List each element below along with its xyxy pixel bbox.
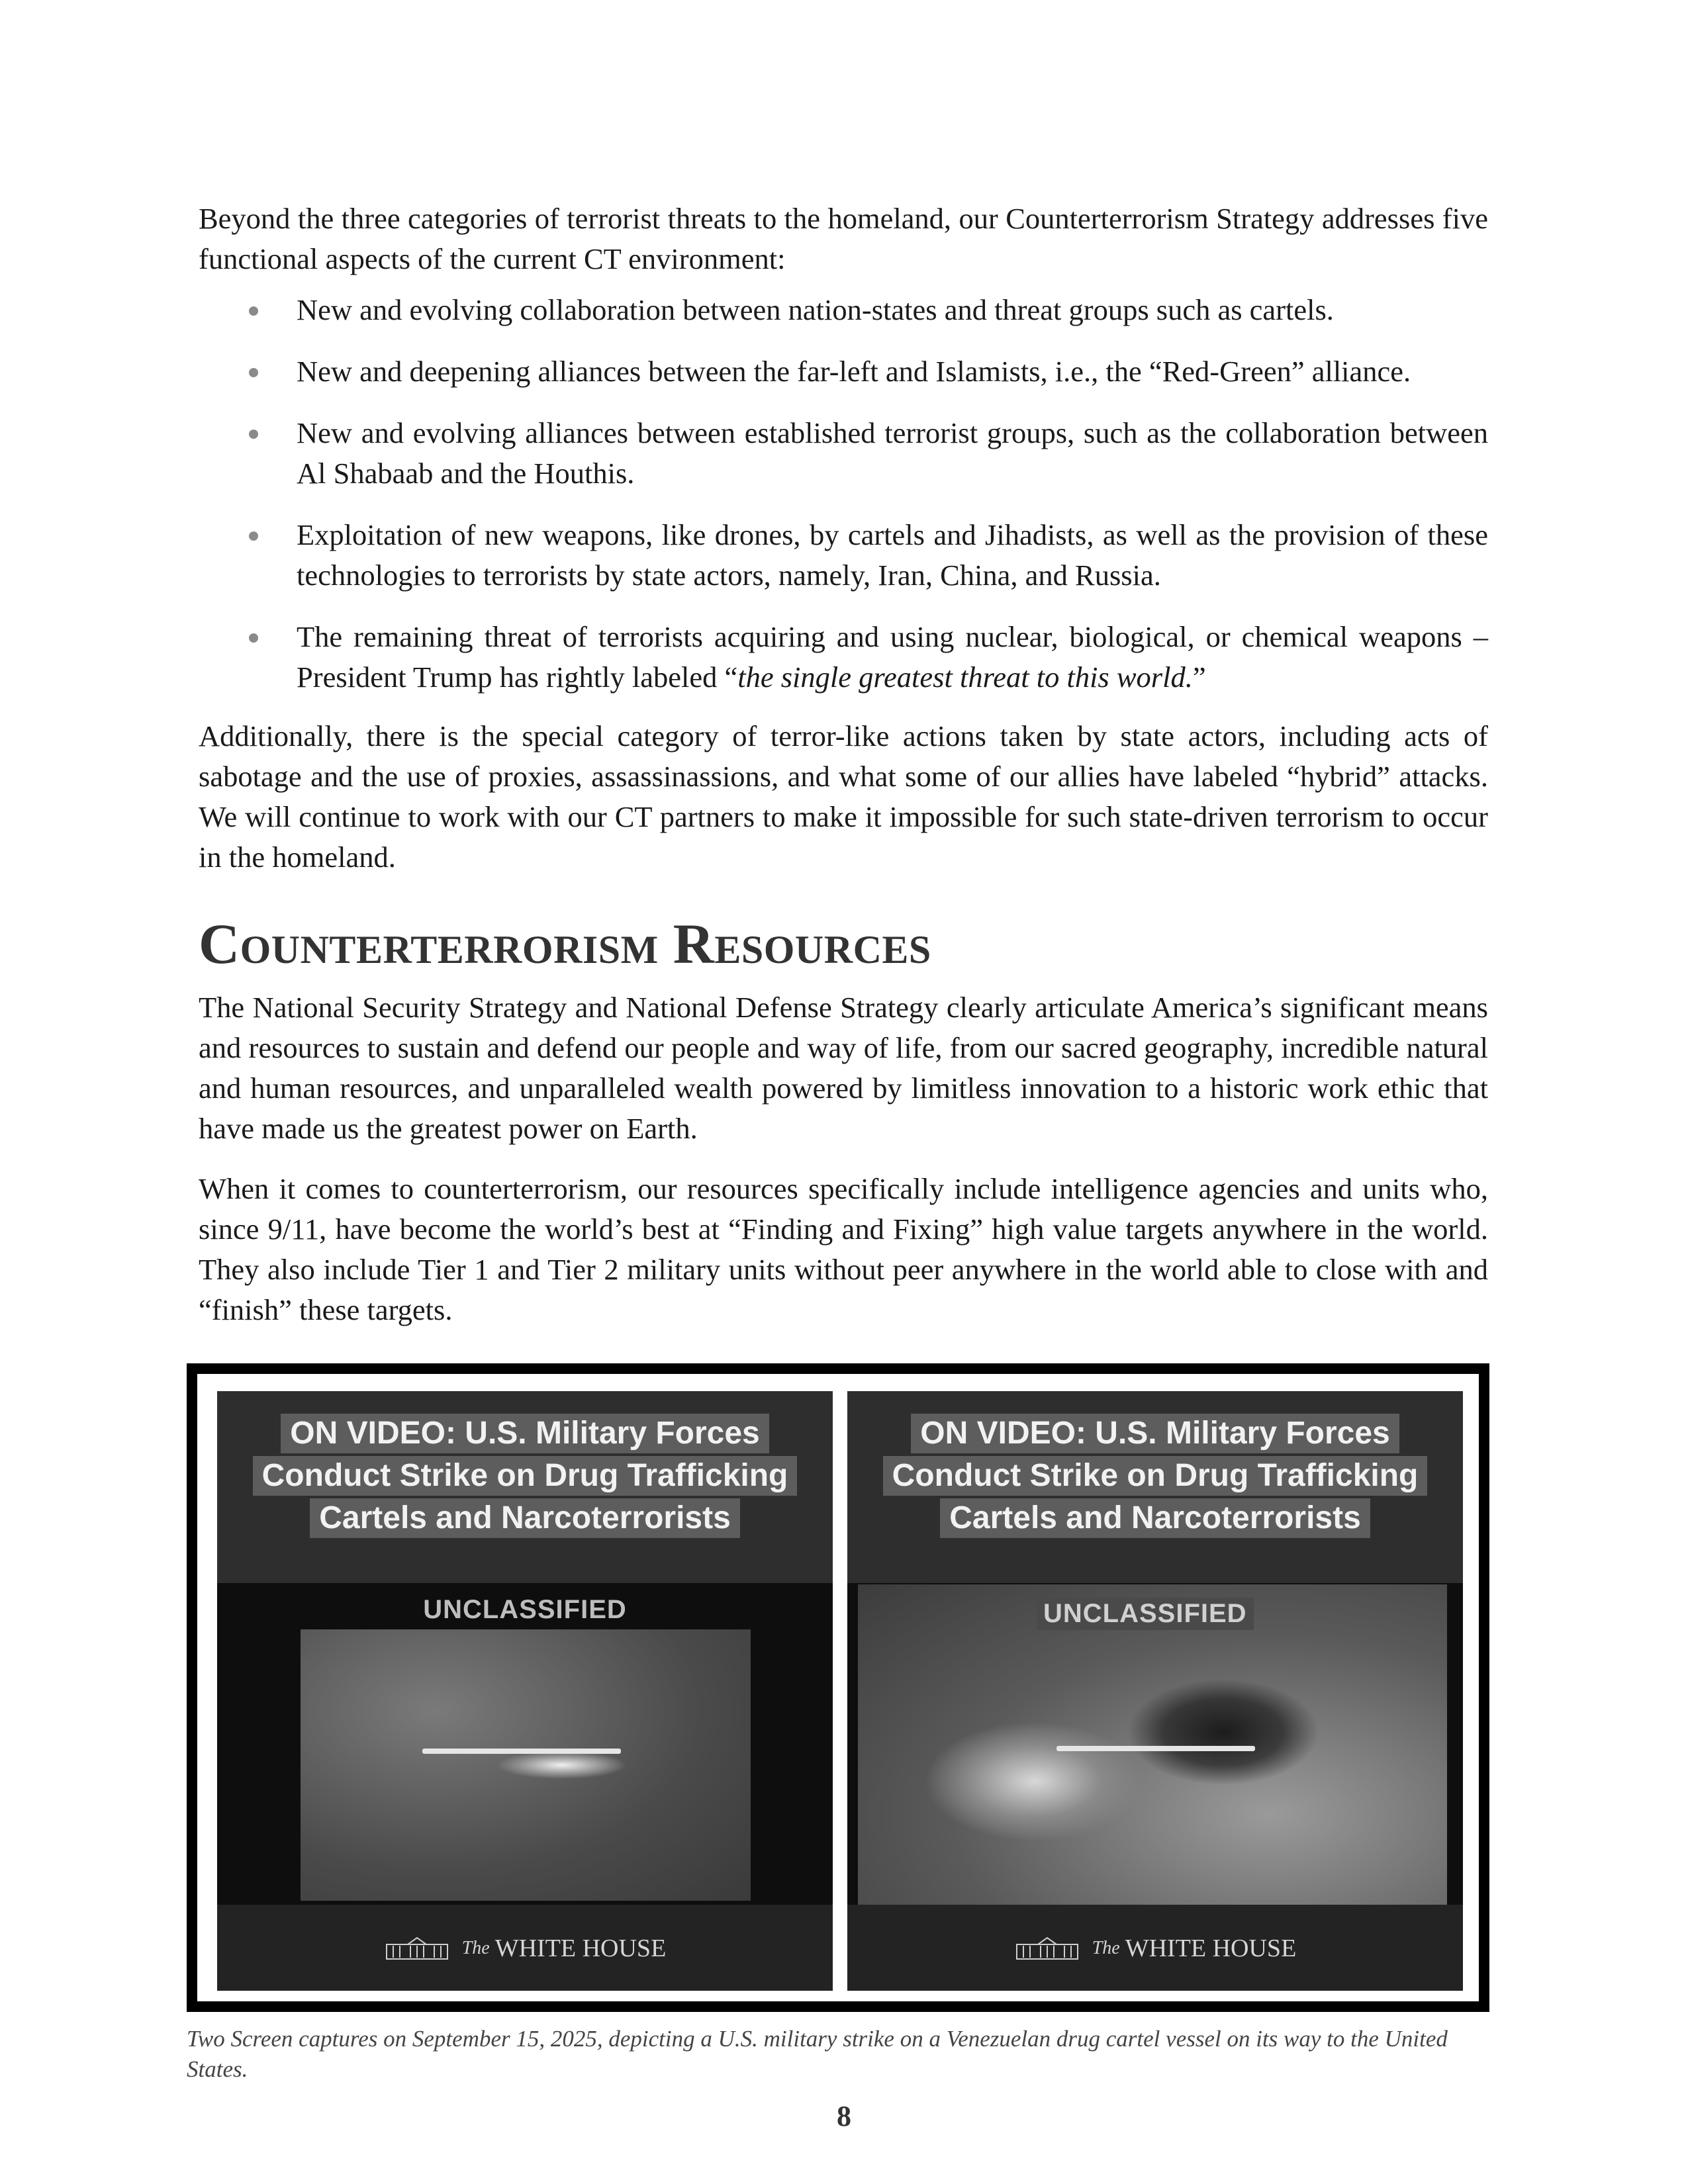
page-body [199, 199, 1488, 1330]
page-number: 8 [837, 2100, 851, 2132]
brand-footer [847, 1905, 1463, 1991]
video-progress-bar [422, 1749, 621, 1754]
banner-line: ON VIDEO: U.S. Military Forces [281, 1414, 769, 1453]
list-item: The remaining threat of terrorists acquiring and using nuclear, biological, or chemical weapons – President Trump has rightly labeled “the single greatest threat to this world.” [199, 617, 1488, 698]
additional-paragraph: Additionally, there is the special category of terror-like actions taken by state actors, including acts of sabotage and the use of proxies, assassinassions, and what some of our allies have labeled “hybrid” attacks. We will continue to work with our CT partners to make it impossible for such state-driven terrorism to occur in the homeland. [199, 719, 1488, 874]
functional-aspects-list [199, 290, 1488, 698]
list-item: New and deepening alliances between the far-left and Islamists, i.e., the “Red-Green” alliance. [199, 351, 1488, 392]
figure-inner [197, 1374, 1479, 2001]
bullet-dot-icon [249, 633, 258, 643]
video-title-banner [217, 1391, 833, 1583]
banner-line: ON VIDEO: U.S. Military Forces [911, 1414, 1399, 1453]
white-house-brand: The WHITE HOUSE [1014, 1934, 1297, 1963]
bullet-dot-icon [249, 306, 258, 316]
resources-paragraph-1: The National Security Strategy and National Defense Strategy clearly articulate America’s significant means and resources to sustain and defend our people and way of life, from our sacred geography, incredible natural and human resources, and unparalleled wealth powered by limitless innovation to a historic work ethic that have made us the greatest power on Earth. [199, 991, 1488, 1145]
white-house-logo-icon [1014, 1935, 1080, 1962]
figure-frame [187, 1363, 1489, 2012]
intro-paragraph: Beyond the three categories of terrorist threats to the homeland, our Counterterrorism Strategy addresses five functional aspects of the current CT environment: [199, 202, 1488, 275]
screen-capture-2 [847, 1391, 1463, 1991]
unclassified-label: UNCLASSIFIED [423, 1595, 627, 1624]
video-title-banner [847, 1391, 1463, 1583]
list-item: New and evolving collaboration between nation-states and threat groups such as cartels. [199, 290, 1488, 330]
bullet-dot-icon [249, 430, 258, 439]
banner-line: Conduct Strike on Drug Trafficking [253, 1456, 798, 1496]
unclassified-label: UNCLASSIFIED [1037, 1598, 1254, 1630]
banner-line: Cartels and Narcoterrorists [940, 1498, 1370, 1538]
banner-line: Cartels and Narcoterrorists [310, 1498, 740, 1538]
banner-line: Conduct Strike on Drug Trafficking [883, 1456, 1428, 1496]
screen-capture-1 [217, 1391, 833, 1991]
white-house-brand: The WHITE HOUSE [384, 1934, 667, 1963]
video-progress-bar [1056, 1746, 1255, 1751]
resources-paragraph-2: When it comes to counterterrorism, our resources specifically include intelligence agencies and units who, since 9/11, have become the world’s best at “Finding and Fixing” high value targets anywhere in the world. They also include Tier 1 and Tier 2 military units without peer anywhere in the world able to close with and “finish” these targets. [199, 1172, 1488, 1326]
figure-caption: Two Screen captures on September 15, 2025, depicting a U.S. military strike on a Venezuelan drug cartel vessel on its way to the United States. [187, 2026, 1448, 2082]
bullet-dot-icon [249, 368, 258, 377]
white-house-logo-icon [384, 1935, 450, 1962]
list-item: Exploitation of new weapons, like drones, by cartels and Jihadists, as well as the provision of these technologies to terrorists by state actors, namely, Iran, China, and Russia. [199, 515, 1488, 596]
quote-emphasis: the single greatest threat to this world. [737, 660, 1193, 694]
list-item: New and evolving alliances between established terrorist groups, such as the collaboration between Al Shabaab and the Houthis. [199, 413, 1488, 494]
surveillance-image [301, 1629, 751, 1901]
bullet-dot-icon [249, 531, 258, 541]
brand-footer [217, 1905, 833, 1991]
section-heading: Counterterrorism Resources [199, 912, 931, 976]
